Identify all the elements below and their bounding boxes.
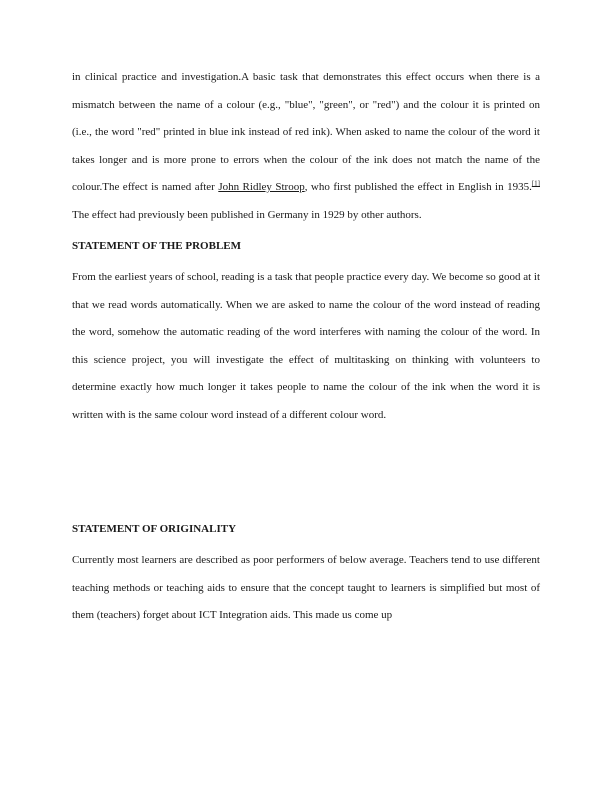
problem-paragraph: From the earliest years of school, reading is a task that people practice every day. We become so good at it that we read words automatically. When we are asked to name the colour of the word instead of reading the word, somehow the automatic reading of the word interferes with naming the colour of the word. In this science project, you will investigate the effect of multitasking on thinking with volunteers to determine exactly how much longer it takes people to name the colour of the ink when the word it is written with is the same colour word instead of a different colour word.: [72, 271, 540, 421]
problem-heading: STATEMENT OF THE PROBLEM: [72, 240, 242, 252]
intro-text-part-1: in clinical practice and investigation.A basic task that demonstrates this effect occurs when there is a mismatch between the name of a colour (e.g., "blue", "green", or "red") and the colour it is printed on (i.e., the word "red" printed in blue ink instead of red ink). When asked to name the colour of the word it takes longer and is more prone to errors when the colour of the ink does not match the name of the colour.The effect is named after: [72, 71, 540, 193]
stroop-link[interactable]: John Ridley Stroop: [218, 181, 305, 193]
document-page: [72, 64, 540, 630]
citation-link[interactable]: [1]: [531, 179, 540, 188]
intro-text-part-2: , who first published the effect in English in 1935.: [304, 181, 532, 193]
intro-paragraph: [72, 64, 540, 229]
originality-heading: STATEMENT OF ORIGINALITY: [72, 523, 237, 535]
intro-text-part-3: The effect had previously been published in Germany in 1929 by other authors.: [72, 208, 422, 221]
originality-paragraph: Currently most learners are described as poor performers of below average. Teachers tend to use different teaching methods or teaching aids to ensure that the concept taught to learners is simplified but most of them (teachers) forget about ICT Integration aids. This made us come up: [72, 554, 540, 621]
